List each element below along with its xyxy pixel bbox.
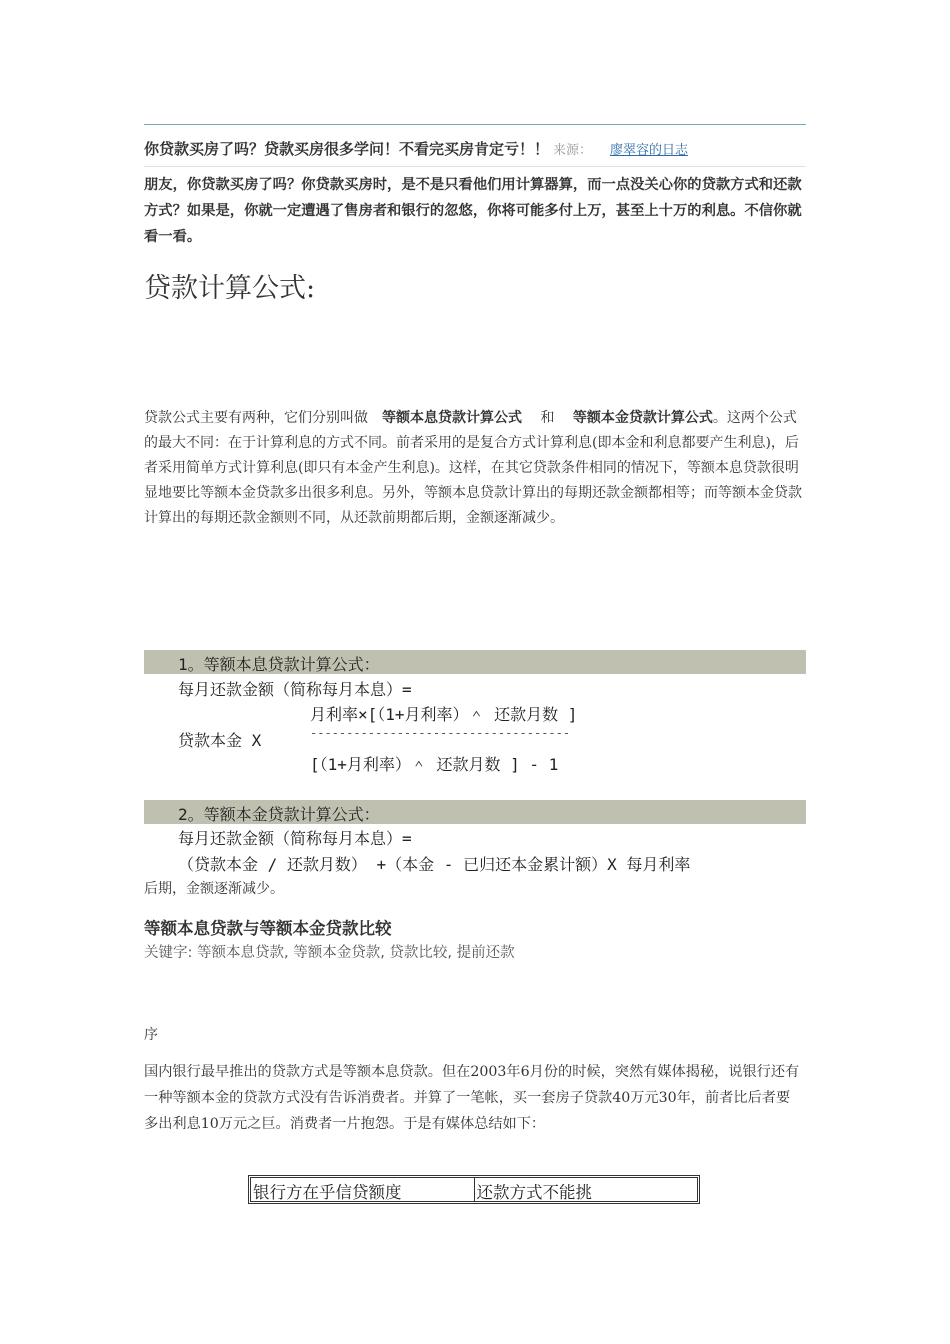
source-link[interactable]: 廖翠容的日志 [610,143,689,158]
and-word: 和 [540,410,555,426]
title-divider [144,166,806,167]
formula2-line1: 每月还款金额（简称每月本息）= [178,829,412,848]
formula1-numerator: 月利率×[（1+月利率）＾ 还款月数 ] [310,705,578,724]
comparison-title: 等额本息贷款与等额本金贷款比较 [144,919,392,938]
table-cell: 银行方在乎信贷额度 [253,1183,402,1202]
formula2-trail-text: 后期，金额逐渐减少。 [144,881,284,897]
article-title: 你贷款买房了吗？贷款买房很多学问！不看完买房肯定亏！！ [144,140,550,158]
article-title-row [144,138,806,159]
preface-paragraph: 国内银行最早推出的贷款方式是等额本息贷款。但在2003年6月份的时候，突然有媒体揭秘，说银行还有一种等额本金的贷款方式没有告诉消费者。并算了一笔帐，买一套房子贷款40万元30年，前者比后者要多出利息10万元之巨。消费者一片抱怨。于是有媒体总结如下： [144,1064,800,1132]
formula-heading: 贷款计算公式: [144,273,316,304]
formula1-denominator: [（1+月利率）＾ 还款月数 ] - 1 [310,755,559,774]
source-label: 来源： [553,143,593,158]
table-cell: 还款方式不能挑 [474,1178,698,1201]
intro-paragraph: 朋友，你贷款买房了吗？你贷款买房时，是不是只看他们用计算器算，而一点没关心你的贷款方式和还款方式？如果是，你就一定遭遇了售房者和银行的忽悠，你将可能多付上万，甚至上十万的利息。不信你就看一看。 [144,177,802,245]
top-divider [144,124,806,125]
term-equal-installment: 等额本息贷款计算公式 [382,410,522,426]
keywords-line: 关键字: 等额本息贷款, 等额本金贷款, 贷款比较, 提前还款 [144,945,515,961]
formula2-line2: （贷款本金 / 还款月数） +（本金 - 已归还本金累计额）X 每月利率 [178,855,691,874]
formula1-principal: 贷款本金 X [178,731,262,750]
formula1-line1: 每月还款金额（简称每月本息）= [178,680,412,699]
preface-label: 序 [144,1027,158,1043]
term-equal-principal: 等额本金贷款计算公式 [572,410,713,426]
formula2-title: 2。等额本金贷款计算公式： [178,805,380,824]
formula-overview-paragraph [144,406,806,531]
overview-text-start: 贷款公式主要有两种，它们分别叫做 [144,410,368,426]
overview-text-end: 。这两个公式的最大不同：在于计算利息的方式不同。前者采用的是复合方式计算利息(即本金和利息都要产生利息)，后者采用简单方式计算利息(即只有本金产生利息)。这样，在其它贷款条件相同的情况下，等额本息贷款很明显地要比等额本金贷款多出很多利息。另外，等额本息贷款计算出的每期还款金额都相等；而等额本金贷款计算出的每期还款金额则不同，从还款前期都后期，金额逐渐减少。 [144,410,802,526]
formula1-fraction-bar: ------------------------------------ [310,726,571,740]
formula1-title: 1。等额本息贷款计算公式： [178,655,380,674]
summary-table [248,1175,700,1204]
